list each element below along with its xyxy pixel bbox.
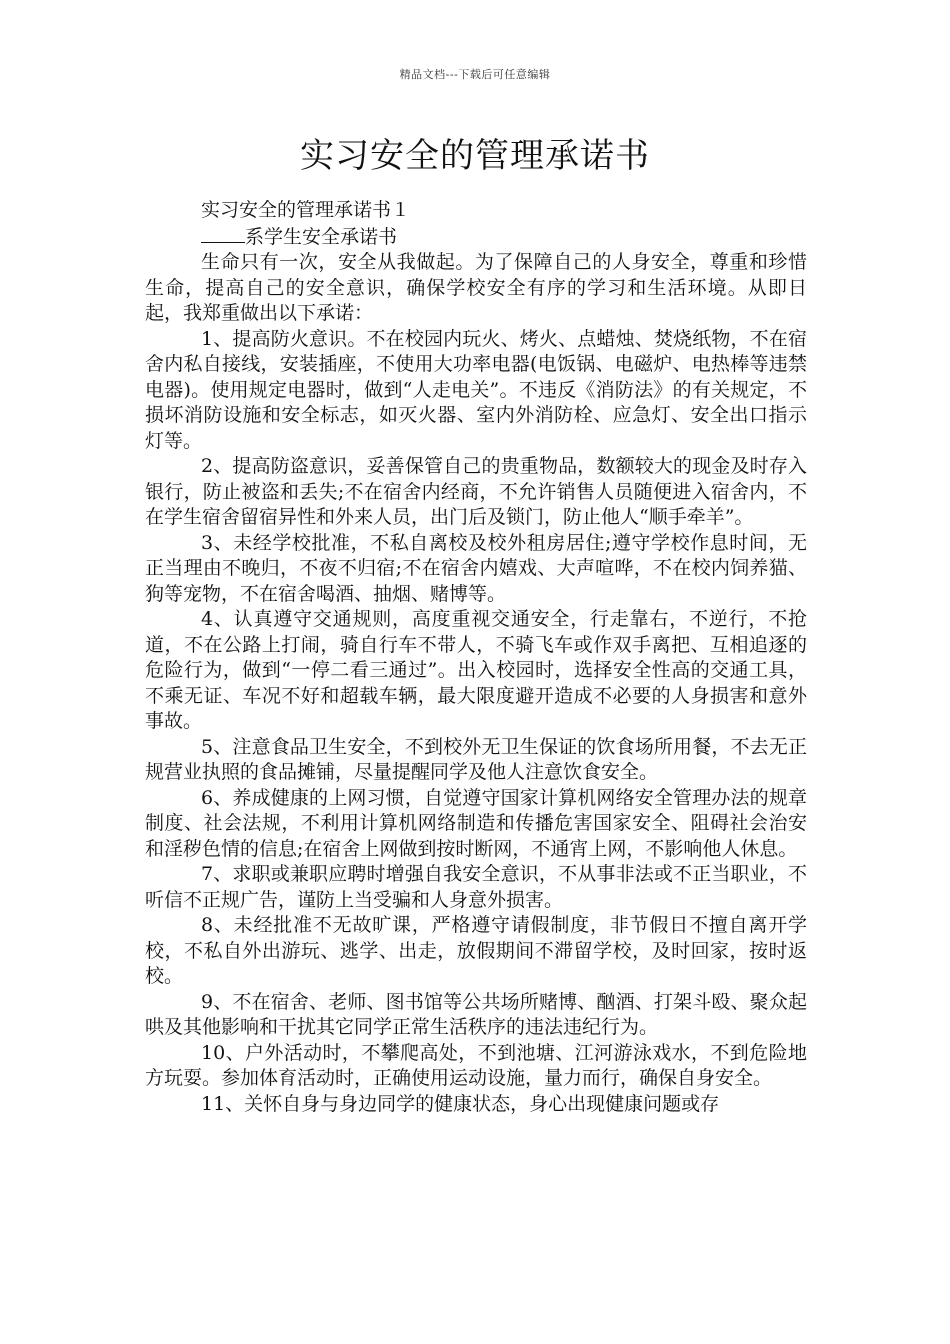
paragraph-intro: 生命只有一次，安全从我做起。为了保障自己的人身安全，尊重和珍惜生命，提高自己的安全意识，确保学校安全有序的学习和生活环境。从即日起，我郑重做出以下承诺： <box>145 251 807 324</box>
department-line <box>145 224 807 251</box>
document-body <box>145 198 807 1117</box>
paragraph-item-2: 2、提高防盗意识，妥善保管自己的贵重物品，数额较大的现金及时存入银行，防止被盗和丢失;不在宿舍内经商，不允许销售人员随便进入宿舍内，不在学生宿舍留宿异性和外来人员，出门后及锁门，防止他人“顺手牵羊”。 <box>145 455 807 528</box>
paragraph-item-11: 11、关怀自身与身边同学的健康状态，身心出现健康问题或存 <box>201 1092 720 1115</box>
paragraph-item-5: 5、注意食品卫生安全，不到校外无卫生保证的饮食场所用餐，不去无正规营业执照的食品摊铺，尽量提醒同学及他人注意饮食安全。 <box>145 735 807 783</box>
subheading: 实习安全的管理承诺书１ <box>201 199 411 221</box>
header-note: 精品文档---下载后可任意编辑 <box>399 68 551 81</box>
paragraph-item-10: 10、户外活动时，不攀爬高处，不到池塘、江河游泳戏水，不到危险地方玩耍。参加体育活动时，正确使用运动设施，量力而行，确保自身安全。 <box>145 1041 807 1089</box>
paragraph-item-6: 6、养成健康的上网习惯，自觉遵守国家计算机网络安全管理办法的规章制度、社会法规，不利用计算机网络制造和传播危害国家安全、阻碍社会治安和淫秽色情的信息;在宿舍上网做到按时断网，不通宵上网，不影响他人休息。 <box>145 786 807 860</box>
paragraph-item-3: 3、未经学校批准，不私自离校及校外租房居住;遵守学校作息时间，无正当理由不晚归，不夜不归宿;不在宿舍内嬉戏、大声喧哗，不在校内饲养猫、狗等宠物，不在宿舍喝酒、抽烟、赌博等。 <box>145 531 807 605</box>
paragraph-item-4: 4、认真遵守交通规则，高度重视交通安全，行走靠右，不逆行，不抢道，不在公路上打闹，骑自行车不带人，不骑飞车或作双手离把、互相追逐的危险行为，做到“一停二看三通过”。出入校园时，选择安全性高的交通工具，不乘无证、车况不好和超载车辆，最大限度避开造成不必要的人身损害和意外事故。 <box>145 608 807 732</box>
paragraph-item-1: 1、提高防火意识。不在校园内玩火、烤火、点蜡烛、焚烧纸物，不在宿舍内私自接线，安装插座，不使用大功率电器(电饭锅、电磁炉、电热棒等违禁电器)。使用规定电器时，做到“人走电关”。不违反《消防法》的有关规定，不损坏消防设施和安全标志，如灭火器、室内外消防栓、应急灯、安全出口指示灯等。 <box>145 327 807 452</box>
document-title: 实习安全的管理承诺书 <box>300 136 650 176</box>
department-line-text: 系学生安全承诺书 <box>245 225 398 248</box>
paragraph-item-7: 7、求职或兼职应聘时增强自我安全意识，不从事非法或不正当职业，不听信不正规广告，谨防上当受骗和人身意外损害。 <box>145 863 807 911</box>
fill-in-blank <box>201 224 245 243</box>
paragraph-item-8: 8、未经批准不无故旷课，严格遵守请假制度，非节假日不擅自离开学校，不私自外出游玩、逃学、出走，放假期间不滞留学校，及时回家，按时返校。 <box>145 914 807 987</box>
paragraph-item-9: 9、不在宿舍、老师、图书馆等公共场所赌博、酗酒、打架斗殴、聚众起哄及其他影响和干扰其它同学正常生活秩序的违法违纪行为。 <box>145 990 807 1038</box>
